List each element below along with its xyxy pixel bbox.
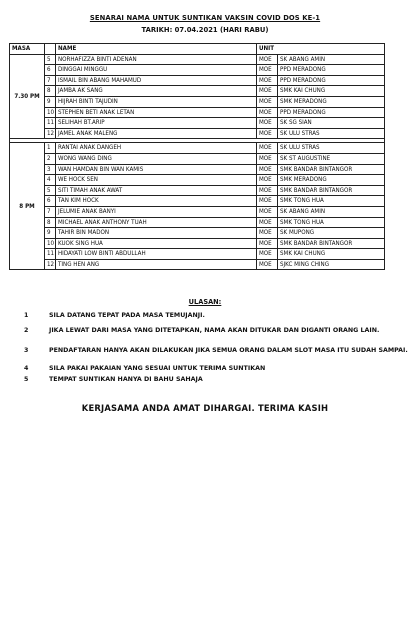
row-unit: SK ABANG AMIN xyxy=(278,206,385,217)
table-row xyxy=(10,164,385,175)
row-unit: SMK BANDAR BINTANGOR xyxy=(278,238,385,249)
row-ministry: MOE xyxy=(257,175,278,186)
row-unit: SMK KAI CHUNG xyxy=(278,249,385,260)
table-row xyxy=(10,228,385,239)
row-unit: SK ULU STRAS xyxy=(278,143,385,154)
row-number: 4 xyxy=(45,175,56,186)
row-name: STEPHEN BETI ANAK LETAN xyxy=(56,107,257,118)
row-number: 8 xyxy=(45,86,56,97)
row-unit: SMK BANDAR BINTANGOR xyxy=(278,185,385,196)
row-ministry: MOE xyxy=(257,107,278,118)
row-number: 9 xyxy=(45,228,56,239)
row-name: WAN HAMDAN BIN WAN KAMIS xyxy=(56,164,257,175)
row-name: JELUMIE ANAK BANYI xyxy=(56,206,257,217)
row-ministry: MOE xyxy=(257,206,278,217)
row-number: 2 xyxy=(45,153,56,164)
table-row xyxy=(10,107,385,118)
row-number: 3 xyxy=(45,164,56,175)
row-ministry: MOE xyxy=(257,65,278,76)
note-text: PENDAFTARAN HANYA AKAN DILAKUKAN JIKA SEMUA ORANG DALAM SLOT MASA ITU SUDAH SAMPAI. xyxy=(49,347,408,354)
row-name: DINGGAI MINGGU xyxy=(56,65,257,76)
table-row xyxy=(10,206,385,217)
table-row xyxy=(10,259,385,270)
row-ministry: MOE xyxy=(257,217,278,228)
note-number: 4 xyxy=(24,365,29,372)
session-time: 8 PM xyxy=(10,143,45,270)
row-name: WE HOCK SEN xyxy=(56,175,257,186)
table-row xyxy=(10,143,385,154)
table-row xyxy=(10,238,385,249)
note-number: 3 xyxy=(24,347,29,354)
table-row xyxy=(10,128,385,139)
row-ministry: MOE xyxy=(257,54,278,65)
row-name: TAN KIM HOCK xyxy=(56,196,257,207)
row-unit: SMK BANDAR BINTANGOR xyxy=(278,164,385,175)
row-name: HIDAYATI LOW BINTI ABDULLAH xyxy=(56,249,257,260)
row-number: 11 xyxy=(45,118,56,129)
table-row xyxy=(10,196,385,207)
row-name: MICHAEL ANAK ANTHONY TUAH xyxy=(56,217,257,228)
row-ministry: MOE xyxy=(257,259,278,270)
notes-title: ULASAN: xyxy=(188,298,222,306)
row-number: 6 xyxy=(45,196,56,207)
row-unit: SK ULU STRAS xyxy=(278,128,385,139)
row-ministry: MOE xyxy=(257,118,278,129)
closing-message: KERJASAMA ANDA AMAT DIHARGAI. TERIMA KASIH xyxy=(81,403,329,413)
table-row xyxy=(10,175,385,186)
header-unit: UNIT xyxy=(257,44,385,55)
row-name: JAMBA AK SANG xyxy=(56,86,257,97)
row-unit: SK ABANG AMIN xyxy=(278,54,385,65)
document-date: TARIKH: 07.04.2021 (HARI RABU) xyxy=(141,26,269,34)
row-unit: SMK MERADONG xyxy=(278,96,385,107)
table-row xyxy=(10,96,385,107)
row-ministry: MOE xyxy=(257,128,278,139)
header-no xyxy=(45,44,56,55)
row-ministry: MOE xyxy=(257,96,278,107)
table-row xyxy=(10,249,385,260)
note-text: SILA PAKAI PAKAIAN YANG SESUAI UNTUK TERIMA SUNTIKAN xyxy=(49,365,266,372)
row-unit: SMK TONG HUA xyxy=(278,196,385,207)
document-title: SENARAI NAMA UNTUK SUNTIKAN VAKSIN COVID DOS KE-1 xyxy=(89,14,321,22)
row-ministry: MOE xyxy=(257,196,278,207)
row-unit: SK SG SIAN xyxy=(278,118,385,129)
row-number: 5 xyxy=(45,185,56,196)
row-number: 10 xyxy=(45,238,56,249)
table-row xyxy=(10,153,385,164)
note-text: TEMPAT SUNTIKAN HANYA DI BAHU SAHAJA xyxy=(49,376,203,383)
row-unit: SMK MERADONG xyxy=(278,175,385,186)
row-unit: SMK TONG HUA xyxy=(278,217,385,228)
row-number: 10 xyxy=(45,107,56,118)
table-row xyxy=(10,86,385,97)
row-ministry: MOE xyxy=(257,249,278,260)
row-name: ISMAIL BIN ABANG MAHAMUD xyxy=(56,75,257,86)
vaccination-roster-table xyxy=(9,43,385,270)
row-name: TING HEN ANG xyxy=(56,259,257,270)
note-text: SILA DATANG TEPAT PADA MASA TEMUJANJI. xyxy=(49,312,205,319)
row-name: TAHIR BIN MADON xyxy=(56,228,257,239)
note-text: JIKA LEWAT DARI MASA YANG DITETAPKAN, NAMA AKAN DITUKAR DAN DIGANTI ORANG LAIN. xyxy=(49,327,380,334)
table-row xyxy=(10,65,385,76)
row-number: 12 xyxy=(45,259,56,270)
row-name: SITI TIMAH ANAK AWAT xyxy=(56,185,257,196)
row-name: NORHAFIZZA BINTI ADENAN xyxy=(56,54,257,65)
table-row xyxy=(10,185,385,196)
row-unit: SJKC MING CHING xyxy=(278,259,385,270)
row-number: 1 xyxy=(45,143,56,154)
row-name: JAMEL ANAK MALENG xyxy=(56,128,257,139)
note-number: 1 xyxy=(24,312,29,319)
row-unit: PPD MERADONG xyxy=(278,75,385,86)
note-number: 5 xyxy=(24,376,29,383)
row-ministry: MOE xyxy=(257,185,278,196)
row-ministry: MOE xyxy=(257,238,278,249)
row-unit: PPD MERADONG xyxy=(278,107,385,118)
row-number: 7 xyxy=(45,75,56,86)
row-ministry: MOE xyxy=(257,86,278,97)
row-ministry: MOE xyxy=(257,228,278,239)
row-number: 7 xyxy=(45,206,56,217)
row-number: 9 xyxy=(45,96,56,107)
row-name: HIJRAH BINTI TAJUDIN xyxy=(56,96,257,107)
row-number: 11 xyxy=(45,249,56,260)
note-number: 2 xyxy=(24,327,29,334)
table-row xyxy=(10,118,385,129)
row-ministry: MOE xyxy=(257,143,278,154)
row-number: 6 xyxy=(45,65,56,76)
row-unit: SK ST AUGUSTINE xyxy=(278,153,385,164)
row-number: 12 xyxy=(45,128,56,139)
row-ministry: MOE xyxy=(257,153,278,164)
row-unit: SK MUPONG xyxy=(278,228,385,239)
row-name: SELIHAH BT.ARIP xyxy=(56,118,257,129)
header-masa: MASA xyxy=(10,44,45,55)
row-ministry: MOE xyxy=(257,164,278,175)
row-number: 8 xyxy=(45,217,56,228)
row-unit: SMK KAI CHUNG xyxy=(278,86,385,97)
row-name: WONG WANG DING xyxy=(56,153,257,164)
row-name: RANTAI ANAK DANGEH xyxy=(56,143,257,154)
table-row xyxy=(10,217,385,228)
table-row xyxy=(10,54,385,65)
row-number: 5 xyxy=(45,54,56,65)
row-ministry: MOE xyxy=(257,75,278,86)
row-name: KUOK SING HUA xyxy=(56,238,257,249)
header-name: NAME xyxy=(56,44,257,55)
table-header-row xyxy=(10,44,385,55)
session-time: 7.30 PM xyxy=(10,54,45,139)
row-unit: PPD MERADONG xyxy=(278,65,385,76)
table-row xyxy=(10,75,385,86)
